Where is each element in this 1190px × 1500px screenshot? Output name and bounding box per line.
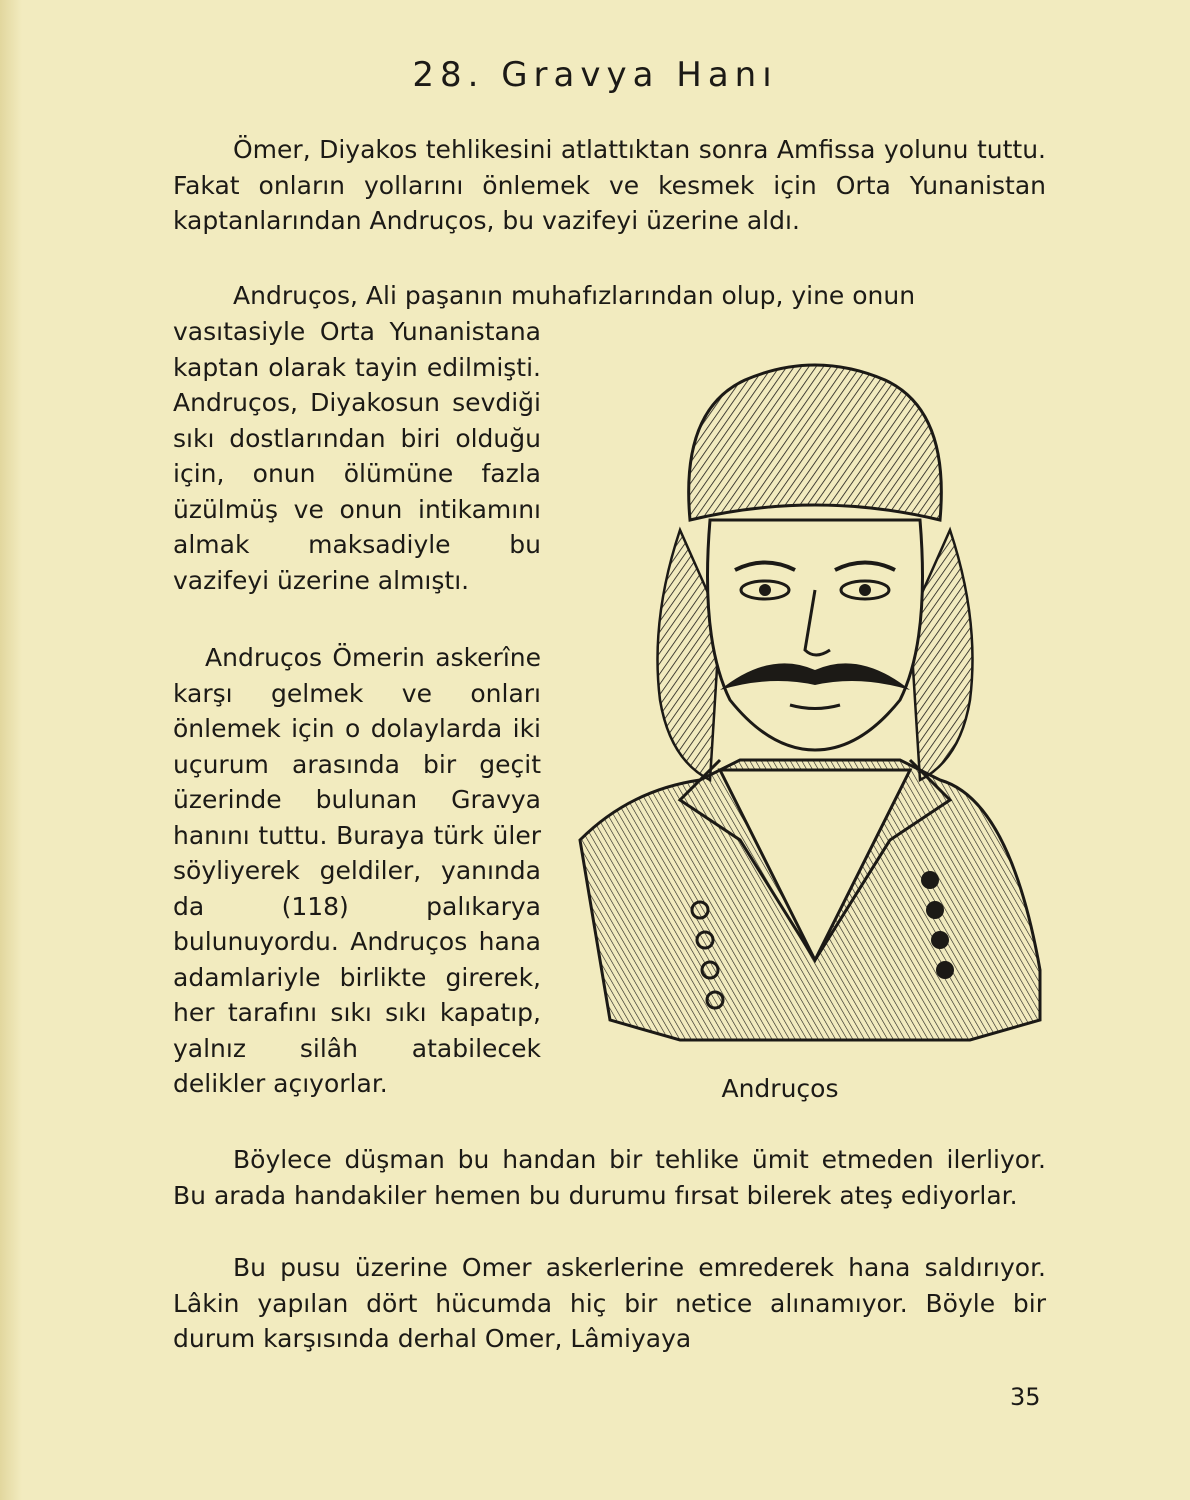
paragraph-3: Andruços Ömerin askerîne karşı gelmek ve onları önlemek için o dolaylarda iki uçurum arasında bir geçit üzerinde bulunan Gravya hanını tuttu. Buraya türk üler söyliyerek geldiler, yanında da (118) palıkarya bulunuyordu. Andruços hana adamlariyle birlikte girerek, her tarafını sıkı sıkı kapatıp, yalnız silâh atabilecek delikler açıyorlar. (173, 643, 541, 1098)
page-binding-edge (0, 0, 22, 1500)
page-number: 35 (1010, 1383, 1041, 1411)
paragraph-4: Böylece düşman bu handan bir tehlike ümit etmeden ilerliyor. Bu arada handakiler hemen bu durumu fırsat bilerek ateş ediyorlar. (173, 1145, 1046, 1210)
paragraph-2-first-line: Andruços, Ali paşanın muhafızlarından olup, yine onun (233, 281, 916, 310)
figure-caption: Andruços (721, 1074, 839, 1103)
paragraph-5: Bu pusu üzerine Omer askerlerine emrederek hana saldırıyor. Lâkin yapılan dört hücumda hiç bir netice alınamıyor. Böyle bir durum karşısında derhal Omer, Lâmiyaya (173, 1253, 1046, 1353)
paragraph-2: vasıtasiyle Orta Yunanistana kaptan olarak tayin edilmişti. Andruços, Diyakosun sevdiği sıkı dostlarından biri olduğu için, onun ölümüne fazla üzülmüş ve onun intikamını almak maksadiyle bu vazifeyi üzerine almıştı. (173, 317, 541, 595)
portrait-illustration (570, 320, 1060, 1080)
chapter-title: 28. Gravya Hanı (412, 55, 778, 95)
paragraph-1: Ömer, Diyakos tehlikesini atlattıktan sonra Amfissa yolunu tuttu. Fakat onların yollarını önlemek ve kesmek için Orta Yunanistan kaptanlarından Andruços, bu vazifeyi üzerine aldı. (173, 135, 1046, 235)
